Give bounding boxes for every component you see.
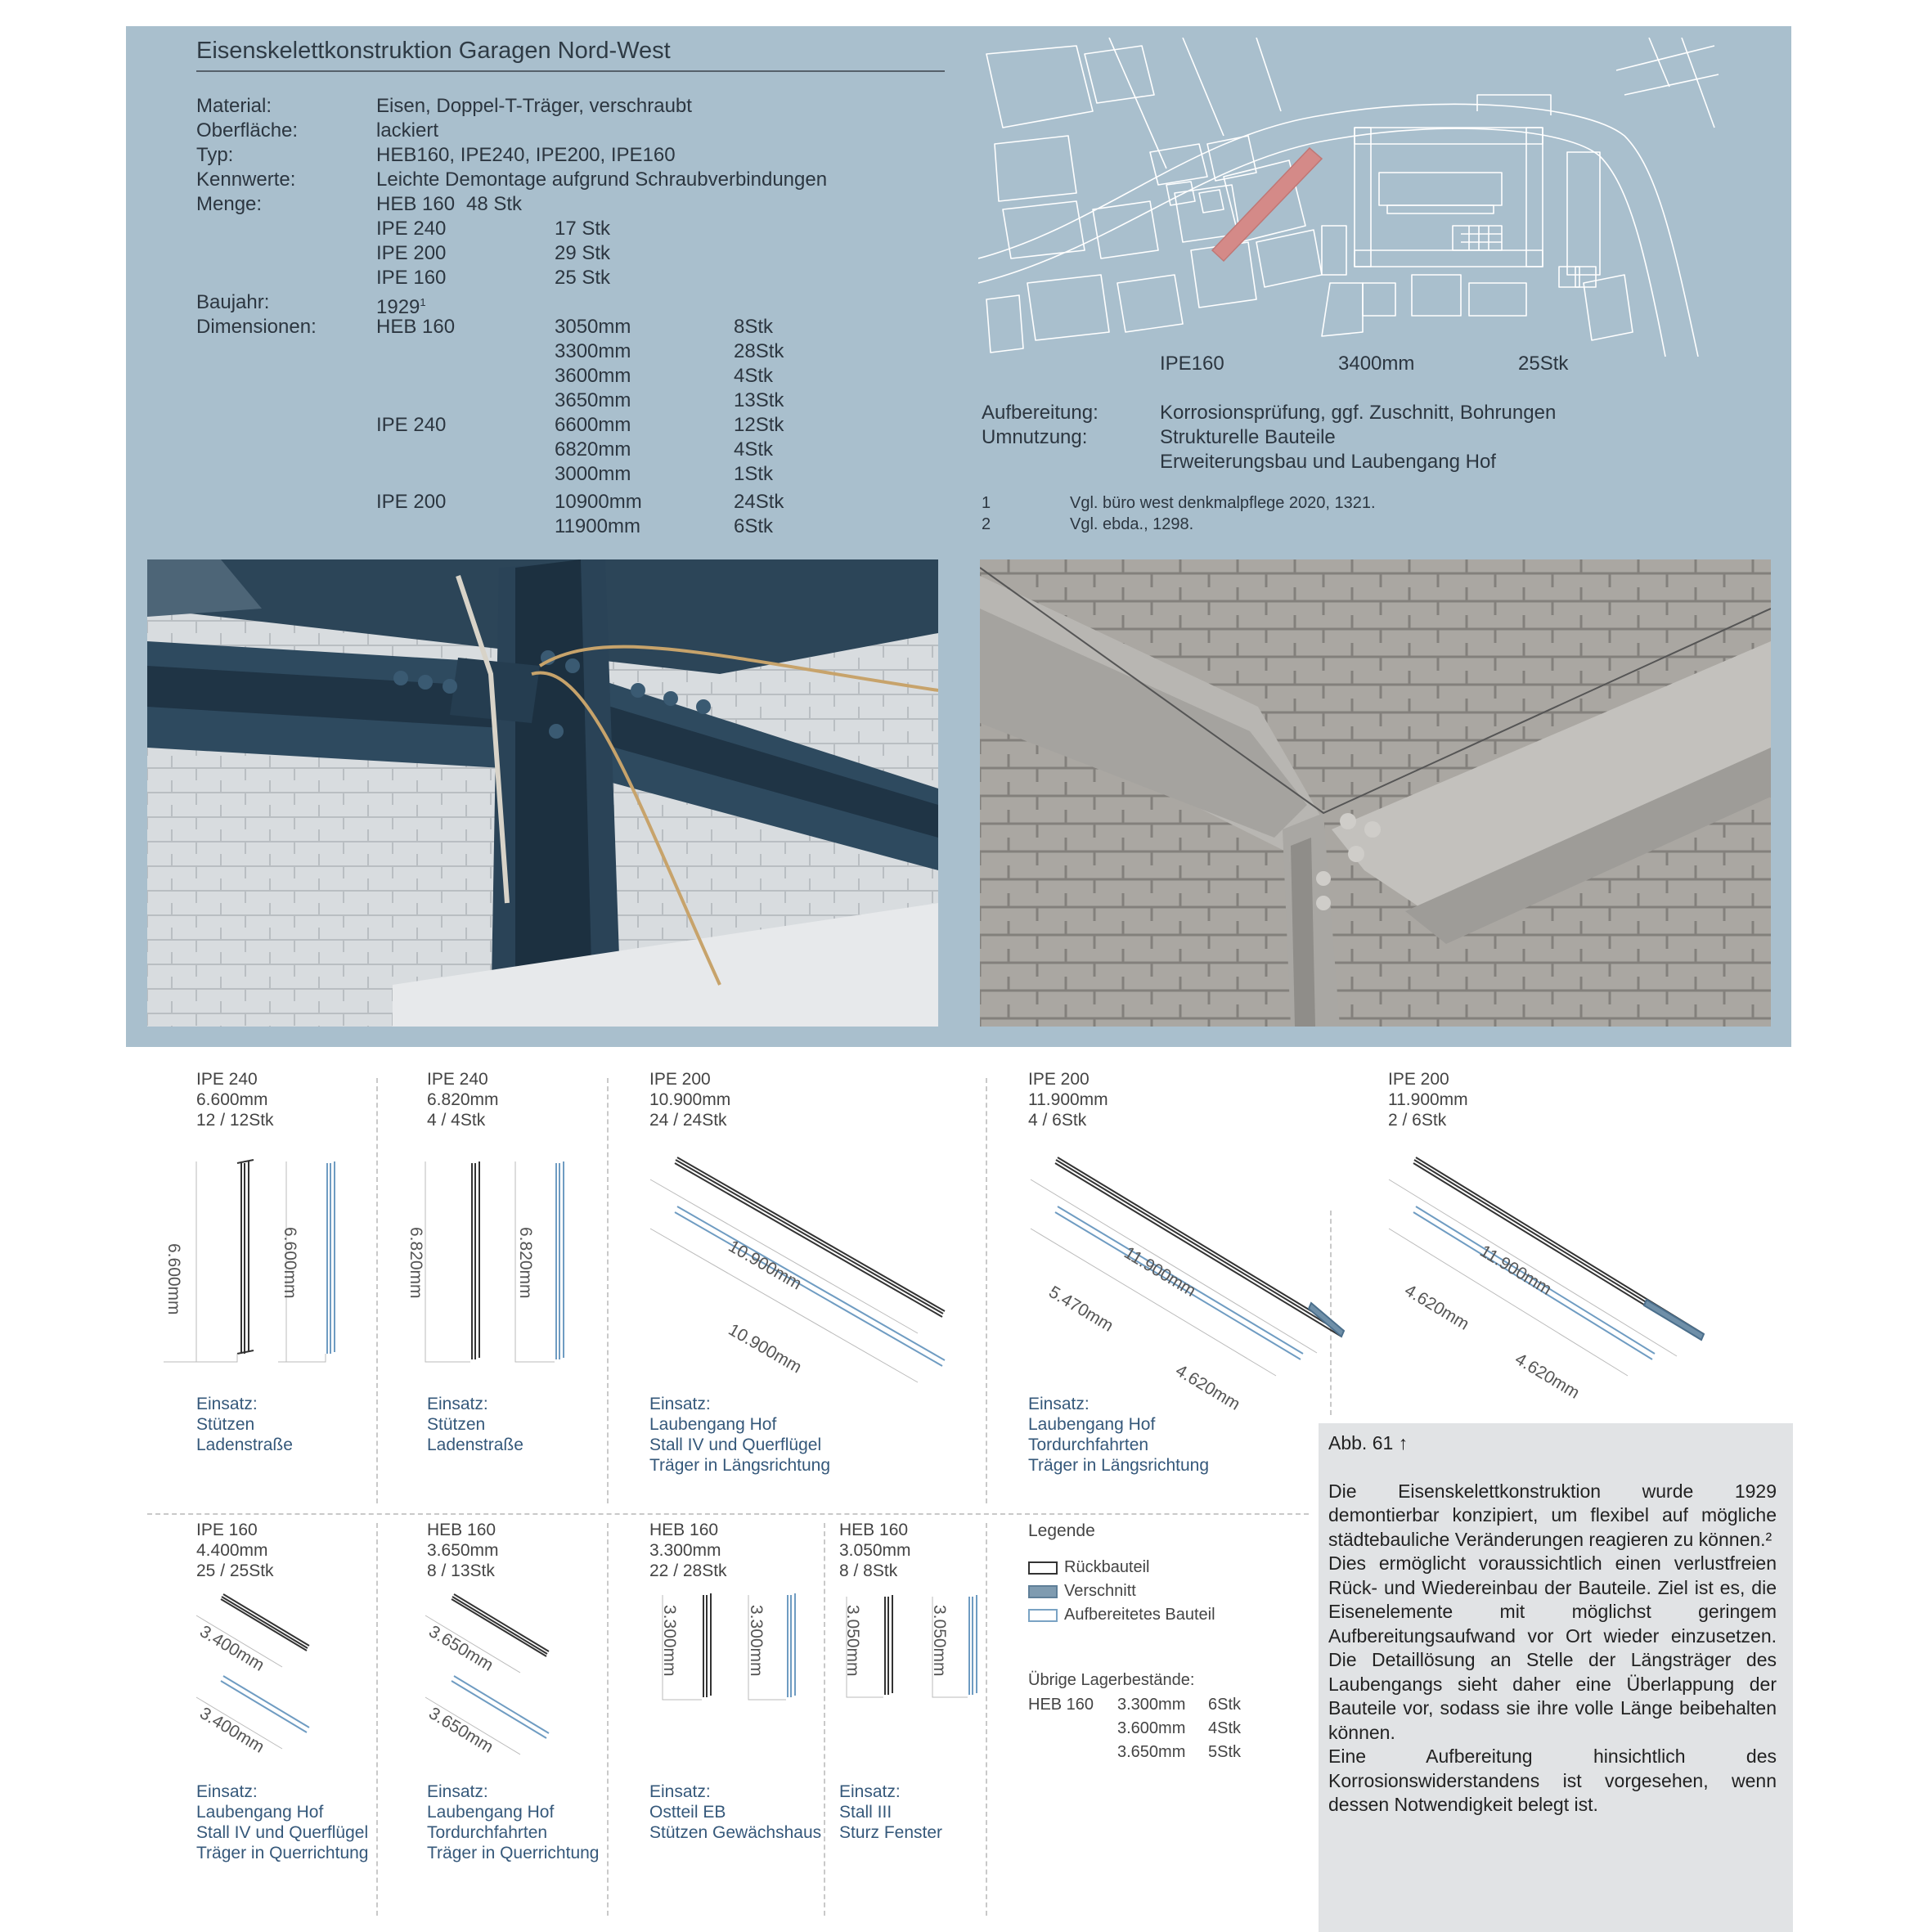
spec-label: Typ: (196, 144, 234, 166)
spec-value: Leichte Demontage aufgrund Schraubverbindungen (376, 168, 828, 191)
dimension-label: 10.900mm (725, 1237, 805, 1294)
dim-length: 3300mm (555, 340, 631, 362)
dim-length: 6820mm (555, 438, 631, 461)
einsatz-block: Einsatz: Stützen Ladenstraße (196, 1395, 293, 1454)
caption-box (1319, 1423, 1793, 1932)
dim-count: 13Stk (734, 389, 784, 411)
legend-item: Rückbauteil (1028, 1558, 1150, 1577)
title-rule (196, 70, 945, 72)
menge-count: 29 Stk (555, 242, 611, 264)
dimension-label: 3.050mm (930, 1605, 949, 1677)
legend-swatch (1028, 1585, 1058, 1598)
menge-count: 48 Stk (466, 193, 523, 215)
dimension-label: 6.820mm (407, 1227, 425, 1299)
footnote-ref: 1 (420, 296, 426, 308)
spec-value: HEB160, IPE240, IPE200, IPE160 (376, 144, 676, 166)
menge-count: 25 Stk (555, 267, 611, 289)
usage-label: Aufbereitung: (982, 402, 1099, 424)
dim-length: 10900mm (555, 491, 642, 513)
dimension-label: 6.600mm (164, 1243, 183, 1315)
footnote-number: 1 (982, 494, 991, 512)
beam-header: IPE 240 6.820mm 4 / 4Stk (427, 1070, 499, 1130)
dimension-label: 6.600mm (281, 1227, 299, 1299)
einsatz-block: Einsatz: Laubengang Hof Stall IV und Querflügel Träger in Querrichtung (196, 1782, 369, 1862)
dimension-label: 3.650mm (425, 1704, 497, 1757)
lager-type: HEB 160 (1028, 1696, 1094, 1714)
menge-count: 17 Stk (555, 218, 611, 240)
einsatz-block: Einsatz: Stützen Ladenstraße (427, 1395, 523, 1454)
dim-count: 12Stk (734, 414, 784, 436)
dimension-label: 11.900mm (1121, 1243, 1199, 1301)
dim-count: 1Stk (734, 463, 774, 485)
spec-value: lackiert (376, 119, 439, 142)
menge-type: HEB 160 (376, 193, 456, 215)
photo-blue-steel-frame (147, 559, 938, 1027)
menge-type: IPE 240 (376, 218, 447, 240)
dim-count: 4Stk (734, 365, 774, 387)
dimension-label: 3.650mm (425, 1622, 497, 1675)
dim-type: IPE 240 (376, 414, 447, 436)
beam-header: HEB 160 3.650mm 8 / 13Stk (427, 1521, 499, 1580)
dim-length: 6600mm (555, 414, 631, 436)
dim-length: 3000mm (555, 463, 631, 485)
einsatz-block: Einsatz: Laubengang Hof Stall IV und Querflügel Träger in Längsrichtung (649, 1395, 831, 1475)
dimension-label: 3.400mm (196, 1622, 268, 1675)
dim-length: 3650mm (555, 389, 631, 411)
dim-count: 24Stk (734, 491, 784, 513)
footnote-number: 2 (982, 515, 991, 533)
beam-header: IPE 200 10.900mm 24 / 24Stk (649, 1070, 731, 1130)
einsatz-block: Einsatz: Laubengang Hof Tordurchfahrten Träger in Längsrichtung (1028, 1395, 1210, 1475)
baujahr-label: Baujahr: (196, 291, 270, 313)
beam-header: HEB 160 3.300mm 22 / 28Stk (649, 1521, 727, 1580)
dim-length: 11900mm (555, 515, 640, 537)
usage-label: Umnutzung: (982, 426, 1088, 448)
dimension-label: 4.620mm (1512, 1350, 1584, 1403)
footnote-text: Vgl. büro west denkmalpflege 2020, 1321. (1070, 494, 1376, 512)
figure-caption: Abb. 61 ↑ (1328, 1432, 1409, 1453)
map-extra-count: 25Stk (1518, 353, 1569, 375)
menge-label: Menge: (196, 193, 263, 215)
spec-label: Material: (196, 95, 272, 117)
map-extra-length: 3400mm (1338, 353, 1415, 375)
dimension-label: 4.620mm (1172, 1361, 1244, 1414)
lager-length: 3.600mm (1117, 1719, 1186, 1737)
spec-label: Oberfläche: (196, 119, 299, 142)
dimension-label: 3.300mm (747, 1605, 766, 1677)
beam-header: IPE 200 11.900mm 4 / 6Stk (1028, 1070, 1108, 1130)
legend-swatch (1028, 1561, 1058, 1575)
site-plan-map (978, 38, 1723, 357)
caption-paragraph: Eine Aufbereitung hinsichtlich des Korrosionswiderstandens ist vorgesehen, wenn dessen Notwendigkeit belegt ist. (1328, 1746, 1777, 1815)
dim-count: 6Stk (734, 515, 774, 537)
dim-type: IPE 200 (376, 491, 447, 513)
dim-length: 3050mm (555, 316, 631, 338)
spec-value: Eisen, Doppel-T-Träger, verschraubt (376, 95, 692, 117)
beam-header: HEB 160 3.050mm 8 / 8Stk (839, 1521, 911, 1580)
lager-length: 3.650mm (1117, 1743, 1186, 1761)
legend-title: Legende (1028, 1521, 1095, 1540)
beam-header: IPE 160 4.400mm 25 / 25Stk (196, 1521, 274, 1580)
menge-type: IPE 160 (376, 267, 447, 289)
usage-value: Erweiterungsbau und Laubengang Hof (1160, 451, 1496, 473)
lager-count: 6Stk (1208, 1696, 1242, 1714)
legend-item: Verschnitt (1028, 1582, 1136, 1601)
highlighted-building (1212, 148, 1322, 261)
page-title: Eisenskelettkonstruktion Garagen Nord-West (196, 38, 671, 64)
dimension-label: 3.400mm (196, 1704, 268, 1757)
lager-count: 5Stk (1208, 1743, 1242, 1761)
dimension-label: 6.820mm (516, 1227, 535, 1299)
menge-type: IPE 200 (376, 242, 447, 264)
lager-count: 4Stk (1208, 1719, 1242, 1737)
beam-drawings-bottom (147, 1587, 998, 1775)
baujahr-value: 1929$^1$ (376, 296, 426, 318)
dimension-label: 3.050mm (843, 1605, 862, 1677)
divider (147, 1513, 1309, 1515)
beam-header: IPE 200 11.900mm 2 / 6Stk (1388, 1070, 1468, 1130)
footnote-text: Vgl. ebda., 1298. (1070, 515, 1194, 533)
legend-item: Aufbereitetes Bauteil (1028, 1606, 1215, 1624)
dim-type: HEB 160 (376, 316, 456, 338)
legend-swatch (1028, 1609, 1058, 1622)
lager-length: 3.300mm (1117, 1696, 1186, 1714)
map-extra-type: IPE160 (1160, 353, 1224, 375)
usage-value: Korrosionsprüfung, ggf. Zuschnitt, Bohrungen (1160, 402, 1557, 424)
caption-paragraph: Die Eisenskelettkonstruktion wurde 1929 demontierbar konzipiert, um flexibel auf mögliche städtebauliche Veränderungen reagieren zu können.² (1328, 1480, 1777, 1550)
dimension-label: 11.900mm (1476, 1242, 1555, 1300)
beam-header: IPE 240 6.600mm 12 / 12Stk (196, 1070, 274, 1130)
beam-drawings-top (147, 1145, 1750, 1448)
dimension-label: 5.470mm (1045, 1283, 1117, 1336)
einsatz-block: Einsatz: Laubengang Hof Tordurchfahrten Träger in Querrichtung (427, 1782, 600, 1862)
lager-title: Übrige Lagerbestände: (1028, 1671, 1195, 1689)
dim-count: 28Stk (734, 340, 784, 362)
dim-length: 3600mm (555, 365, 631, 387)
spec-label: Kennwerte: (196, 168, 296, 191)
dimension-label: 4.620mm (1401, 1281, 1473, 1334)
photo-grey-steel-corner (980, 559, 1771, 1027)
dimension-label: 3.300mm (660, 1605, 679, 1677)
dimension-label: 10.900mm (725, 1320, 805, 1377)
caption-paragraph: Dies ermöglicht voraussichtlich einen verlustfreien Rück- und Wiedereinbau der Bauteile. Ziel ist es, die Eisenelemente mit möglichst geringem Aufbereitungsaufwand vor Ort wieder einzusetzen. Die Detaillösung an Stelle der Längsträger des Laubengangs sieht daher eine Überlappung der Bauteile vor, sodass sie ihre volle Länge beibehalten können. (1328, 1552, 1777, 1743)
dim-count: 8Stk (734, 316, 774, 338)
dimensionen-label: Dimensionen: (196, 316, 317, 338)
usage-value: Strukturelle Bauteile (1160, 426, 1336, 448)
dim-count: 4Stk (734, 438, 774, 461)
einsatz-block: Einsatz: Ostteil EB Stützen Gewächshaus (649, 1782, 822, 1842)
einsatz-block: Einsatz: Stall III Sturz Fenster (839, 1782, 943, 1842)
